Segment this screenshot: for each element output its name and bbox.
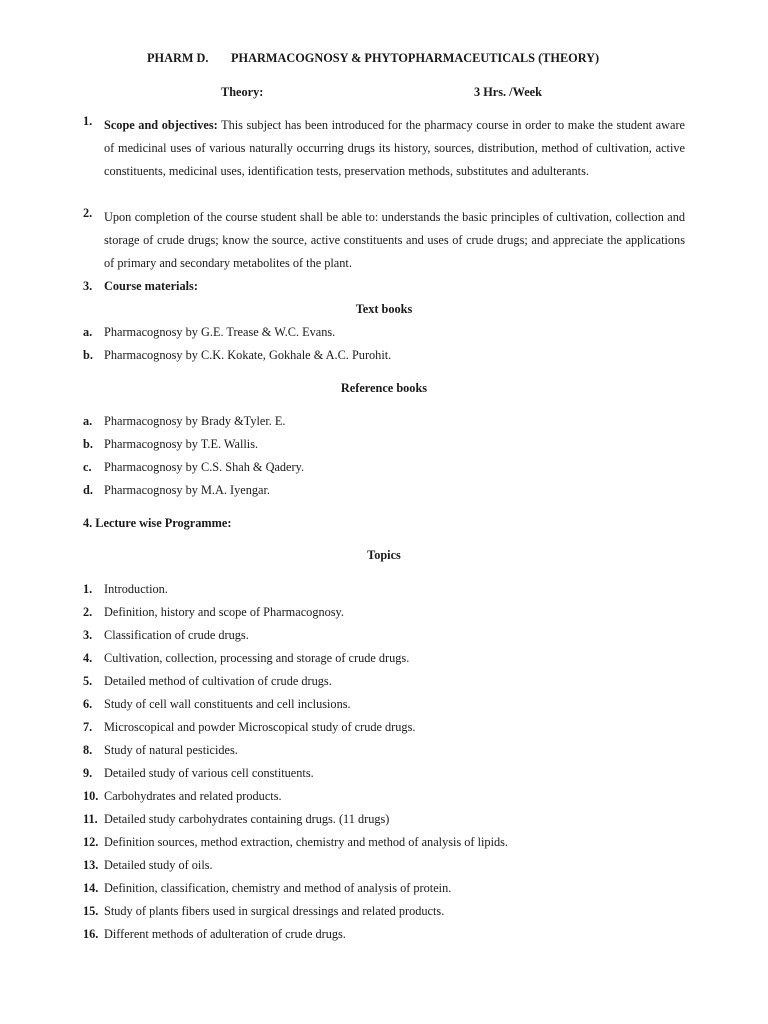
list-item xyxy=(83,348,391,363)
topic-item xyxy=(83,904,444,919)
list-marker: a. xyxy=(83,325,93,339)
theory-label: Theory: xyxy=(221,85,264,99)
topic-number: 12. xyxy=(83,835,99,849)
topic-number: 7. xyxy=(83,720,93,734)
course-title: PHARMACOGNOSY & PHYTOPHARMACEUTICALS (THEORY) xyxy=(231,51,600,65)
section-course-materials xyxy=(83,279,198,294)
topic-item xyxy=(83,605,344,620)
list-item xyxy=(83,325,335,340)
topic-number: 14. xyxy=(83,881,99,895)
topic-text: Detailed method of cultivation of crude drugs. xyxy=(104,674,332,688)
section-number: 1. xyxy=(83,114,93,128)
section-number: 2. xyxy=(83,206,93,220)
list-marker: a. xyxy=(83,414,93,428)
topic-item xyxy=(83,927,346,942)
list-item xyxy=(83,414,286,429)
section-number: 3. xyxy=(83,279,93,293)
topic-item xyxy=(83,858,213,873)
theory-hours: 3 Hrs. /Week xyxy=(474,85,542,99)
section-outcomes xyxy=(83,206,685,275)
topic-number: 8. xyxy=(83,743,93,757)
list-text: Pharmacognosy by C.S. Shah & Qadery. xyxy=(104,460,305,474)
topic-number: 11. xyxy=(83,812,98,826)
section-body xyxy=(104,114,685,183)
topic-number: 16. xyxy=(83,927,99,941)
list-item xyxy=(83,437,258,452)
list-text: Pharmacognosy by M.A. Iyengar. xyxy=(104,483,270,497)
topic-text: Definition sources, method extraction, chemistry and method of analysis of lipids. xyxy=(104,835,509,849)
topic-number: 15. xyxy=(83,904,99,918)
list-marker: b. xyxy=(83,437,93,451)
topic-text: Detailed study of various cell constituents. xyxy=(104,766,314,780)
topic-item xyxy=(83,628,249,643)
section-scope xyxy=(83,114,685,183)
section-title: Course materials: xyxy=(104,279,198,293)
topics-heading: Topics xyxy=(367,548,401,562)
topic-item xyxy=(83,812,389,827)
topic-number: 1. xyxy=(83,582,93,596)
section-text: Upon completion of the course student shall be able to: understands the basic principles of cultivation, collection and storage of crude drugs; know the source, active constituents and uses of crude drugs; and appreciate the applications of primary and secondary metabolites of the plant. xyxy=(104,210,685,270)
topic-number: 6. xyxy=(83,697,93,711)
topic-text: Detailed study carbohydrates containing drugs. (11 drugs) xyxy=(104,812,390,826)
topic-text: Study of cell wall constituents and cell inclusions. xyxy=(104,697,351,711)
list-text: Pharmacognosy by C.K. Kokate, Gokhale & A.C. Purohit. xyxy=(104,348,392,362)
topic-item xyxy=(83,881,451,896)
list-text: Pharmacognosy by G.E. Trease & W.C. Evans. xyxy=(104,325,336,339)
topic-item xyxy=(83,766,314,781)
topic-text: Definition, classification, chemistry and method of analysis of protein. xyxy=(104,881,452,895)
list-marker: c. xyxy=(83,460,92,474)
topic-text: Introduction. xyxy=(104,582,168,596)
topic-item xyxy=(83,651,409,666)
topic-number: 4. xyxy=(83,651,93,665)
topic-text: Detailed study of oils. xyxy=(104,858,213,872)
topic-item xyxy=(83,720,415,735)
section-text: This subject has been introduced for the pharmacy course in order to make the student aware of medicinal uses of various naturally occurring drugs its history, sources, distribution, method of cultivation, active constituents, medicinal uses, identification tests, preservation methods, substitutes and adulterants. xyxy=(104,118,685,178)
topic-number: 5. xyxy=(83,674,93,688)
program-name: PHARM D. xyxy=(147,51,209,65)
topic-text: Different methods of adulteration of crude drugs. xyxy=(104,927,346,941)
list-item xyxy=(83,460,304,475)
list-marker: b. xyxy=(83,348,93,362)
text-books-heading: Text books xyxy=(355,302,413,316)
topic-item xyxy=(83,835,508,850)
topic-text: Microscopical and powder Microscopical study of crude drugs. xyxy=(104,720,416,734)
topic-text: Study of natural pesticides. xyxy=(104,743,238,757)
topic-item xyxy=(83,789,282,804)
topic-item xyxy=(83,674,332,689)
list-text: Pharmacognosy by Brady &Tyler. E. xyxy=(104,414,286,428)
topic-number: 13. xyxy=(83,858,99,872)
topic-item xyxy=(83,697,351,712)
list-item xyxy=(83,483,270,498)
topic-item xyxy=(83,743,238,758)
section-lecture-programme: 4. Lecture wise Programme: xyxy=(83,516,232,530)
topic-text: Study of plants fibers used in surgical dressings and related products. xyxy=(104,904,445,918)
section-title: Scope and objectives: xyxy=(104,118,218,132)
list-marker: d. xyxy=(83,483,93,497)
topic-number: 2. xyxy=(83,605,93,619)
topic-number: 3. xyxy=(83,628,93,642)
topic-text: Carbohydrates and related products. xyxy=(104,789,282,803)
topic-item xyxy=(83,582,168,597)
list-text: Pharmacognosy by T.E. Wallis. xyxy=(104,437,259,451)
topic-number: 9. xyxy=(83,766,93,780)
topic-number: 10. xyxy=(83,789,99,803)
topic-text: Cultivation, collection, processing and storage of crude drugs. xyxy=(104,651,410,665)
topic-text: Definition, history and scope of Pharmacognosy. xyxy=(104,605,344,619)
reference-books-heading: Reference books xyxy=(340,381,428,395)
topic-text: Classification of crude drugs. xyxy=(104,628,249,642)
